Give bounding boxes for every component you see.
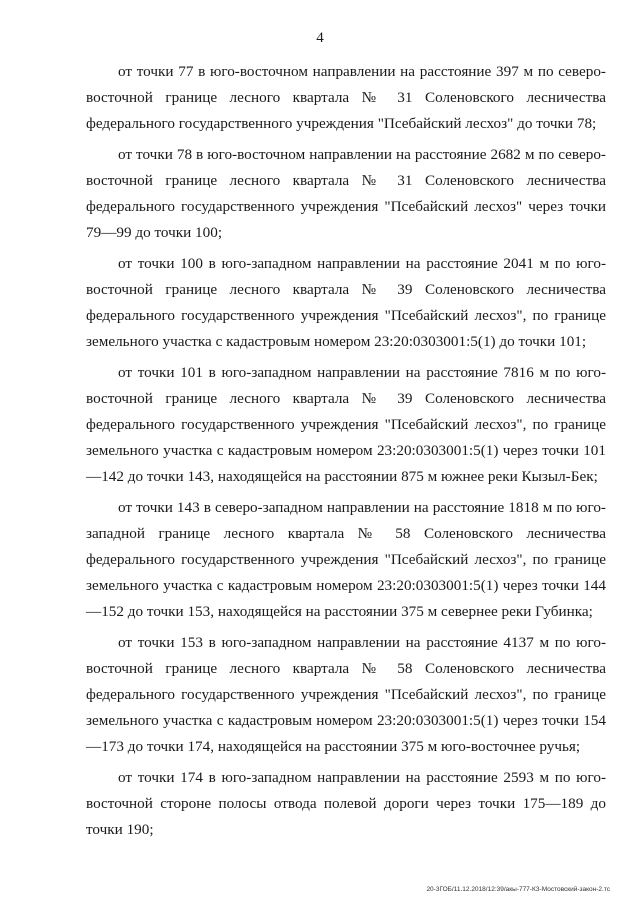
paragraph: от точки 100 в юго-западном направлении на расстояние 2041 м по юго-восточной границе лесного квартала № 39 Соленовского лесничества федерального государственного учреждения "Псебайский лесхоз", по границе земельного участка с кадастровым номером 23:20:0303001:5(1) до точки 101; xyxy=(86,255,606,350)
paragraph: от точки 143 в северо-западном направлении на расстояние 1818 м по юго-западной границе лесного квартала № 58 Соленовского лесничества федерального государственного учреждения "Псебайский лесхоз", по границе земельного участка с кадастровым номером 23:20:0303001:5(1) через точки 144—152 до точки 153, находящейся на расстоянии 375 м севернее реки Губинка; xyxy=(86,499,606,620)
paragraph: от точки 77 в юго-восточном направлении на расстояние 397 м по северо-восточной границе лесного квартала № 31 Соленовского лесничества федерального государственного учреждения "Псебайский лесхоз" до точки 78; xyxy=(86,63,606,132)
paragraph: от точки 101 в юго-западном направлении на расстояние 7816 м по юго-восточной границе лесного квартала № 39 Соленовского лесничества федерального государственного учреждения "Псебайский лесхоз", по границе земельного участка с кадастровым номером 23:20:0303001:5(1) через точки 101—142 до точки 143, находящейся на расстоянии 875 м южнее реки Кызыл-Бек; xyxy=(86,364,606,485)
paragraph: от точки 174 в юго-западном направлении на расстояние 2593 м по юго-восточной стороне полосы отвода полевой дороги через точки 175—189 до точки 190; xyxy=(86,769,606,838)
paragraph: от точки 78 в юго-восточном направлении на расстояние 2682 м по северо-восточной границе лесного квартала № 31 Соленовского лесничества федерального государственного учреждения "Псебайский лесхоз" через точки 79—99 до точки 100; xyxy=(86,146,606,241)
footer-file-reference: 20-3ГОБ/11.12.2018/12:39/акы-777-КЗ-Мостовский-закон-2.тс xyxy=(426,886,610,893)
page-number: 4 xyxy=(316,30,324,46)
document-body xyxy=(86,59,606,848)
paragraph: от точки 153 в юго-западном направлении на расстояние 4137 м по юго-восточной границе лесного квартала № 58 Соленовского лесничества федерального государственного учреждения "Псебайский лесхоз", по границе земельного участка с кадастровым номером 23:20:0303001:5(1) через точки 154—173 до точки 174, находящейся на расстоянии 375 м юго-восточнее ручья; xyxy=(86,634,606,755)
